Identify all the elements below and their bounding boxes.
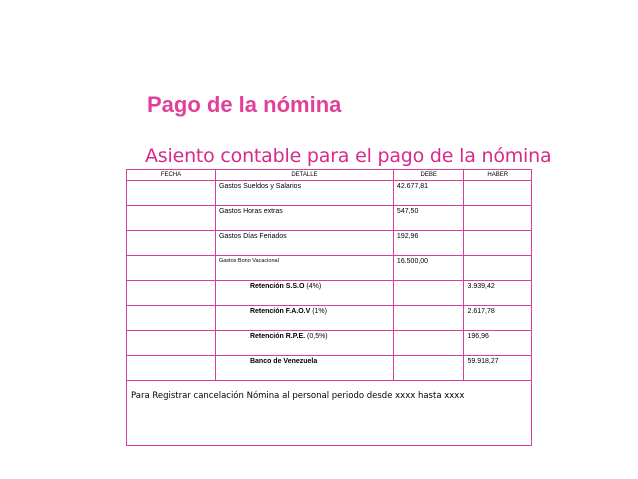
detalle-rate: (0,5%) xyxy=(305,333,328,340)
table-header-row xyxy=(127,170,532,181)
cell-fecha xyxy=(127,181,216,206)
table-row xyxy=(127,231,532,256)
detalle-bold: Retención R.P.E. xyxy=(249,333,306,340)
cell-debe xyxy=(393,281,464,306)
header-detalle: DETALLE xyxy=(215,170,393,181)
table-row xyxy=(127,281,532,306)
cell-fecha xyxy=(127,281,216,306)
cell-detalle: Gastos Días Feriados xyxy=(215,231,393,256)
cell-debe: 192,96 xyxy=(393,231,464,256)
slide-title: Pago de la nómina xyxy=(147,92,342,117)
cell-detalle xyxy=(215,306,393,331)
slide-subtitle: Asiento contable para el pago de la nómina xyxy=(145,145,552,167)
table-row xyxy=(127,331,532,356)
cell-detalle: Gastos Sueldos y Salarios xyxy=(215,181,393,206)
header-fecha: FECHA xyxy=(127,170,216,181)
cell-fecha xyxy=(127,331,216,356)
journal-entry-table xyxy=(126,169,532,446)
cell-debe xyxy=(393,306,464,331)
cell-haber: 196,96 xyxy=(464,331,532,356)
detalle-rate: (4%) xyxy=(304,283,322,290)
cell-haber xyxy=(464,181,532,206)
cell-fecha xyxy=(127,256,216,281)
cell-detalle: Gastos Horas extras xyxy=(215,206,393,231)
cell-haber: 3.939,42 xyxy=(464,281,532,306)
cell-debe: 547,50 xyxy=(393,206,464,231)
table-row xyxy=(127,356,532,381)
cell-haber: 59.918,27 xyxy=(464,356,532,381)
cell-debe xyxy=(393,356,464,381)
cell-fecha xyxy=(127,306,216,331)
cell-detalle xyxy=(215,281,393,306)
cell-detalle: Gastos Bono Vacacional xyxy=(215,256,393,281)
cell-haber xyxy=(464,231,532,256)
cell-fecha xyxy=(127,206,216,231)
detalle-rate: (1%) xyxy=(310,308,327,315)
table-footer-row xyxy=(127,381,532,446)
header-haber: HABER xyxy=(464,170,532,181)
cell-haber xyxy=(464,256,532,281)
header-debe: DEBE xyxy=(393,170,464,181)
table-row xyxy=(127,306,532,331)
cell-debe xyxy=(393,331,464,356)
footer-note: Para Registrar cancelación Nómina al personal periodo desde xxxx hasta xxxx xyxy=(127,381,532,446)
cell-fecha xyxy=(127,356,216,381)
cell-detalle xyxy=(215,331,393,356)
table-row xyxy=(127,256,532,281)
table-row xyxy=(127,206,532,231)
cell-debe: 42.677,81 xyxy=(393,181,464,206)
cell-haber: 2.617,78 xyxy=(464,306,532,331)
detalle-bold: Retención F.A.O.V xyxy=(249,308,311,315)
cell-debe: 16.500,00 xyxy=(393,256,464,281)
cell-detalle xyxy=(215,356,393,381)
cell-fecha xyxy=(127,231,216,256)
table-row xyxy=(127,181,532,206)
detalle-bold: Banco de Venezuela xyxy=(249,358,318,365)
detalle-bold: Retención S.S.O xyxy=(249,283,305,290)
cell-haber xyxy=(464,206,532,231)
